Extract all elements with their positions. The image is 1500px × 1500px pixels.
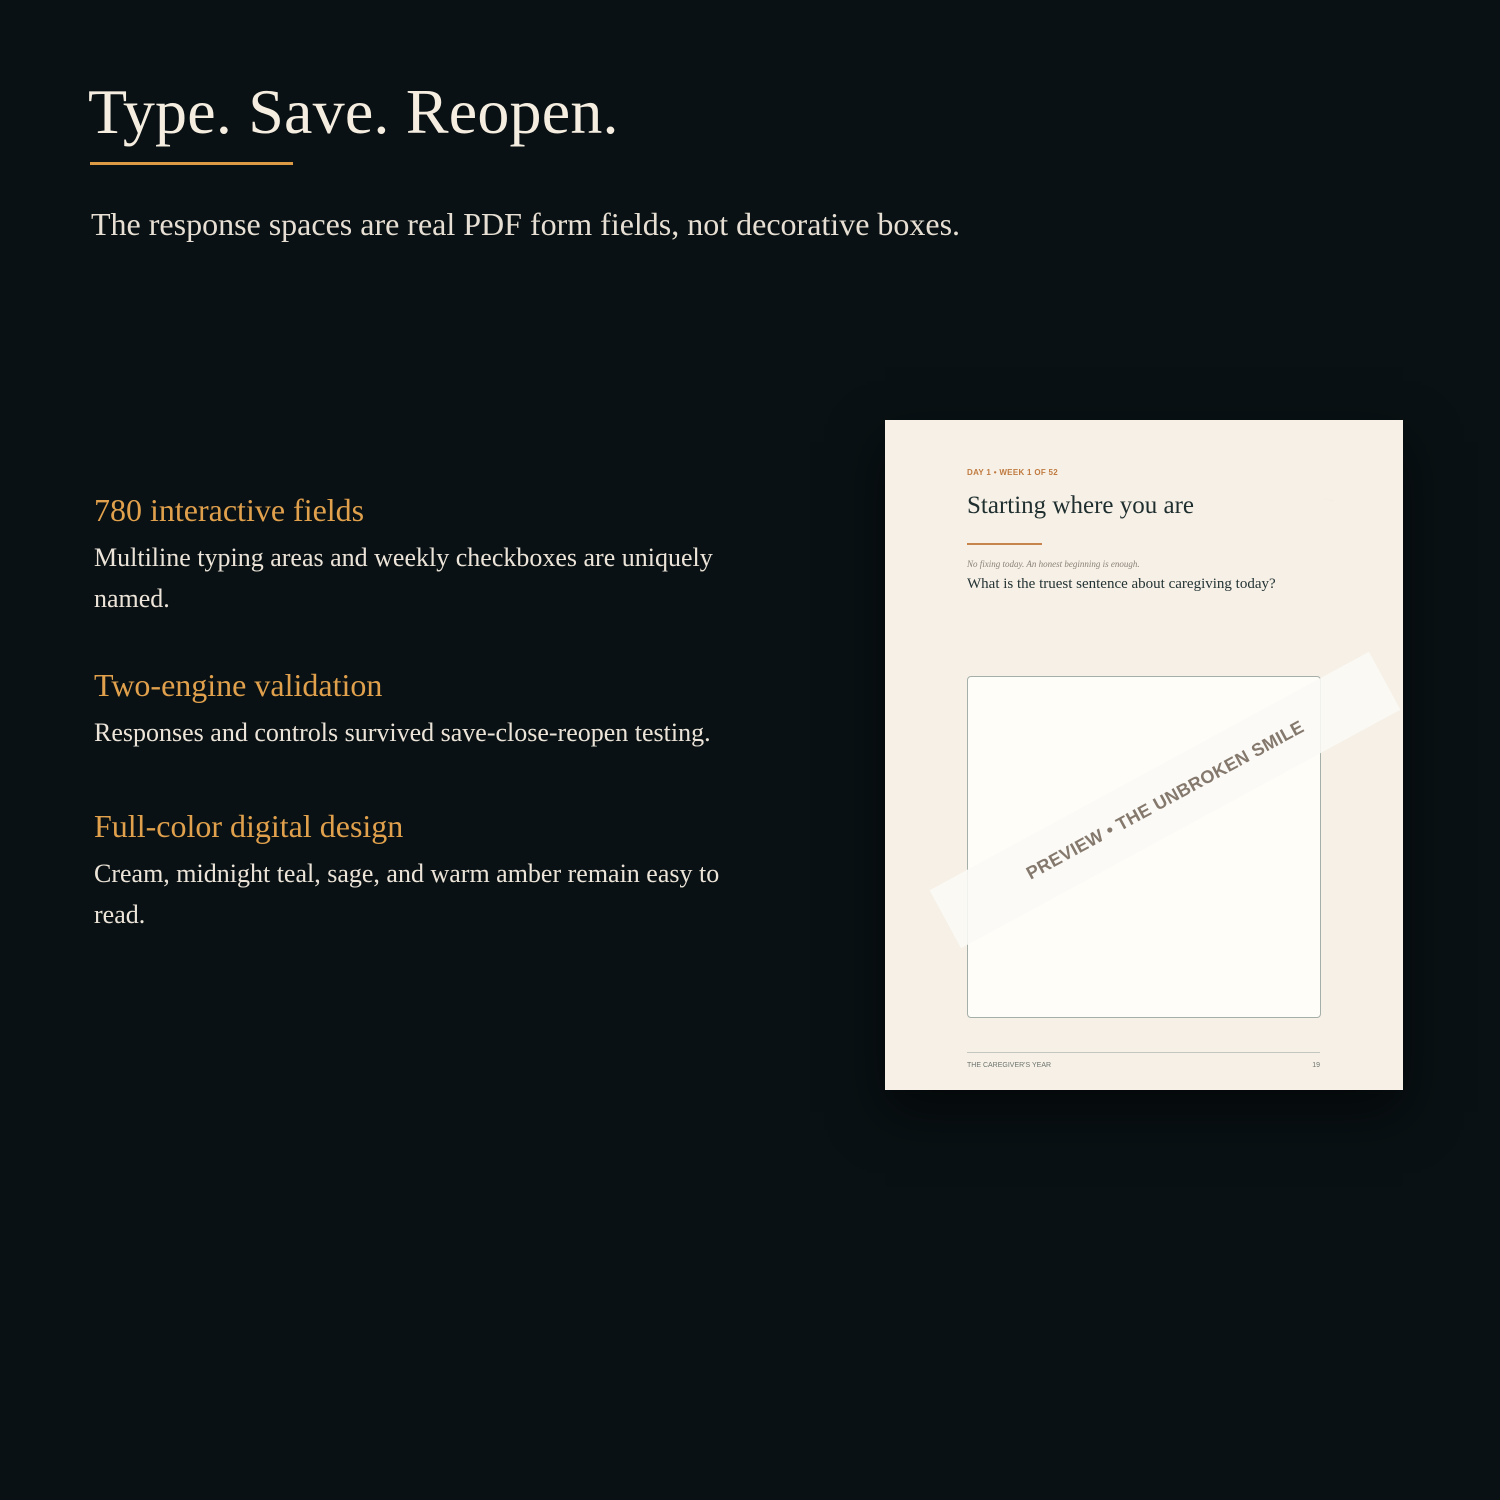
day-label: DAY 1 • WEEK 1 OF 52: [967, 468, 1059, 477]
page-subheadline: The response spaces are real PDF form fields, not decorative boxes.: [91, 206, 961, 242]
footer-title: THE CAREGIVER'S YEAR: [967, 1062, 1052, 1069]
feature-title-validation: Two-engine validation: [94, 667, 383, 703]
feature-body-validation: Responses and controls survived save-close-reopen testing.: [94, 718, 711, 747]
feature-body-design: Cream, midnight teal, sage, and warm amber remain easy to read.: [94, 859, 720, 929]
headline-underline: [90, 162, 293, 165]
preview-watermark: PREVIEW • THE UNBROKEN SMILE: [1022, 716, 1308, 884]
reflection-note: No fixing today. An honest beginning is enough.: [967, 559, 1140, 569]
footer-divider: [967, 1052, 1320, 1053]
feature-body-interactive-fields: Multiline typing areas and weekly checkboxes are uniquely named.: [94, 543, 713, 613]
crescent-moon-icon: [1275, 420, 1383, 522]
footer-page-number: 19: [1312, 1062, 1320, 1069]
reflection-question: What is the truest sentence about caregiving today?: [967, 576, 1276, 592]
preview-page: [885, 420, 1403, 1090]
feature-title-design: Full-color digital design: [94, 808, 404, 844]
preview-page-title: Starting where you are: [967, 492, 1195, 519]
feature-title-interactive-fields: 780 interactive fields: [94, 492, 365, 528]
preview-title-divider: [967, 543, 1042, 545]
page-headline: Type. Save. Reopen.: [88, 76, 619, 147]
